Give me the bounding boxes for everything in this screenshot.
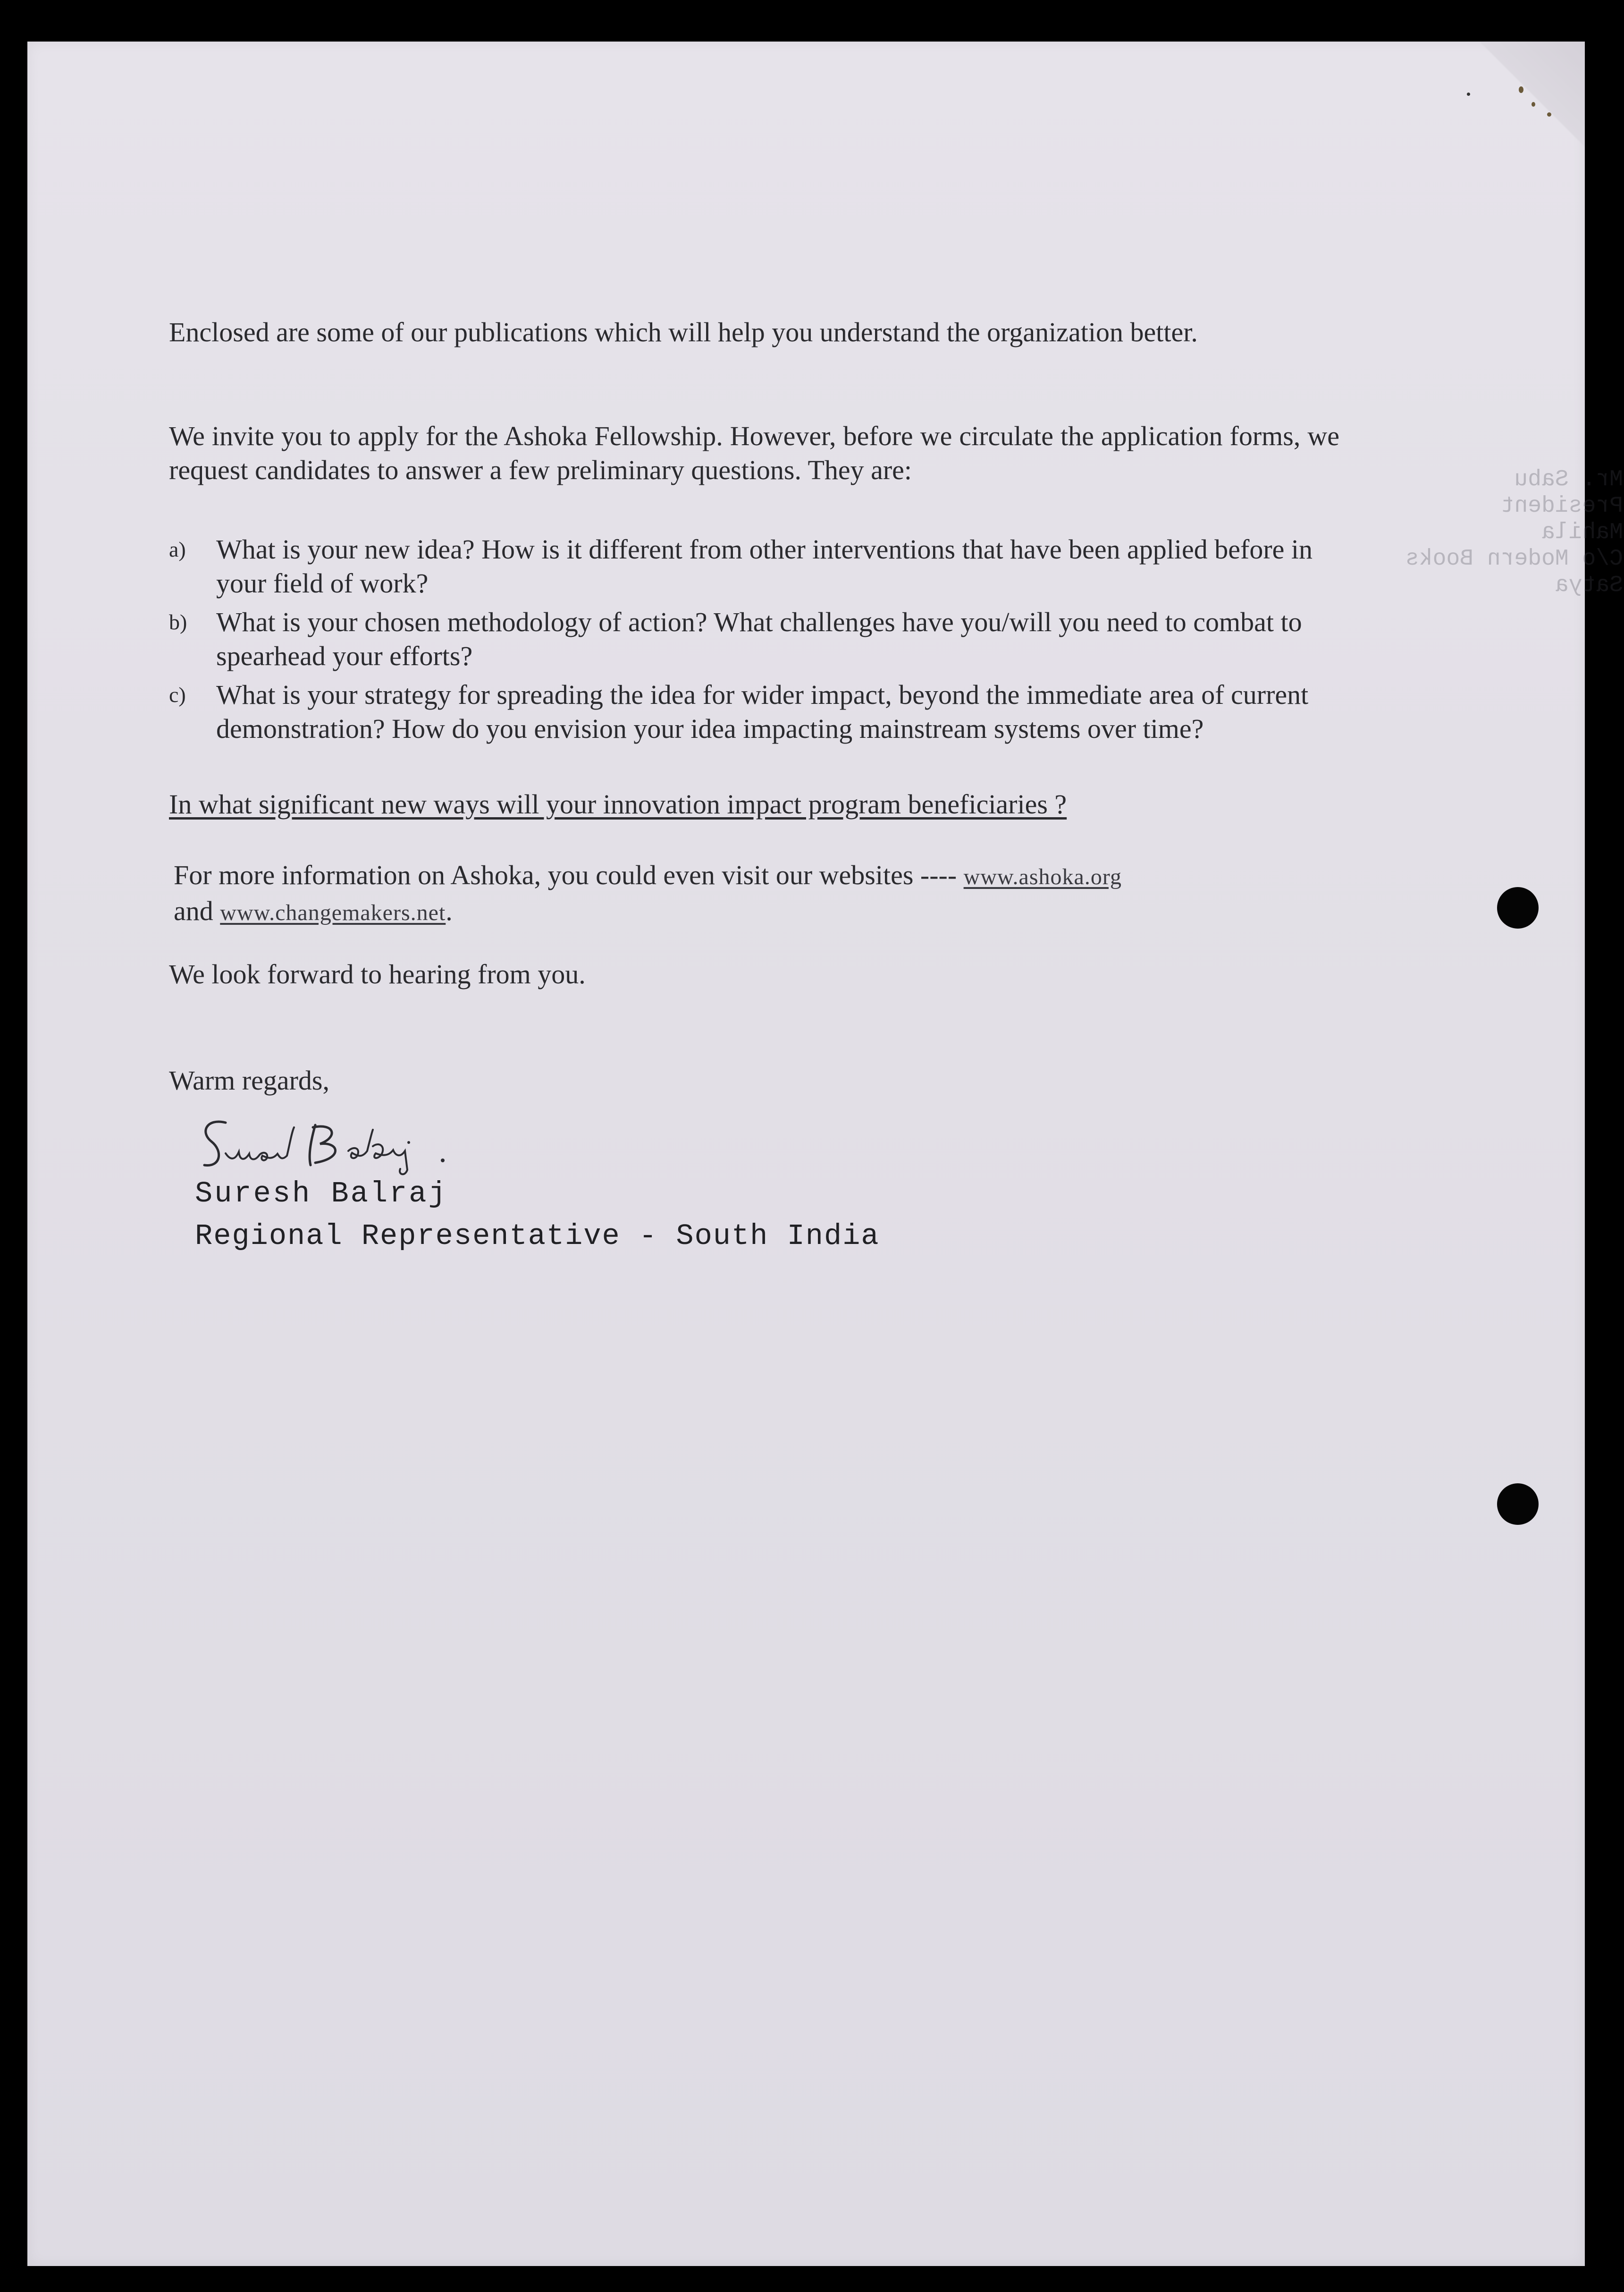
paragraph-more-information: [174, 858, 1339, 930]
question-item: [169, 533, 1339, 600]
show-through-address: [1405, 466, 1623, 599]
question-text: What is your new idea? How is it different from other interventions that have been applied before in your field of work?: [216, 534, 1313, 599]
question-text: What is your strategy for spreading the idea for wider impact, beyond the immediate area of current demonstration? How do you envision your idea impacting mainstream systems over time?: [216, 679, 1309, 744]
show-through-line: C/o Modern Books: [1405, 546, 1623, 572]
paper-speck: [1531, 102, 1535, 107]
closing-salutation: Warm regards,: [169, 1065, 329, 1096]
show-through-line: Satya: [1555, 573, 1623, 598]
question-item: [169, 678, 1339, 746]
signer-name: Suresh Balraj: [195, 1177, 448, 1210]
paragraph-fellowship-invitation: We invite you to apply for the Ashoka Fellowship. However, before we circulate the application forms, we request candidates to answer a few preliminary questions. They are:: [169, 421, 1339, 485]
folded-corner: [1462, 42, 1585, 150]
info-and: and: [174, 896, 213, 926]
punch-hole-upper: [1497, 887, 1539, 929]
preliminary-questions-list: [169, 533, 1339, 751]
info-end: .: [446, 896, 453, 926]
paper-speck: [1519, 86, 1523, 93]
letter-page: [27, 42, 1623, 2266]
show-through-line: Mr. Sabu: [1514, 467, 1623, 492]
punch-hole-lower: [1497, 1483, 1539, 1525]
question-item: [169, 605, 1339, 673]
info-prefix: For more information on Ashoka, you could even visit our websites ----: [174, 860, 957, 890]
paragraph-enclosed-publications: Enclosed are some of our publications which will help you understand the organization better.: [169, 317, 1198, 347]
show-through-line: President: [1500, 493, 1623, 519]
paragraph-look-forward: We look forward to hearing from you.: [169, 959, 586, 990]
key-question-underlined: In what significant new ways will your innovation impact program beneficiaries ?: [169, 789, 1067, 820]
link-ashoka-website[interactable]: www.ashoka.org: [963, 864, 1122, 889]
signer-title: Regional Representative - South India: [195, 1219, 880, 1253]
question-marker: b): [169, 610, 187, 634]
show-through-line: Mahila: [1541, 520, 1623, 545]
paper-speck: [1547, 112, 1551, 117]
question-marker: c): [169, 683, 186, 707]
link-changemakers-website[interactable]: www.changemakers.net: [220, 900, 446, 925]
question-marker: a): [169, 537, 186, 561]
handwritten-signature: [197, 1113, 480, 1179]
question-text: What is your chosen methodology of action? What challenges have you/will you need to combat to spearhead your efforts?: [216, 607, 1302, 671]
paper-speck: [1467, 93, 1470, 96]
